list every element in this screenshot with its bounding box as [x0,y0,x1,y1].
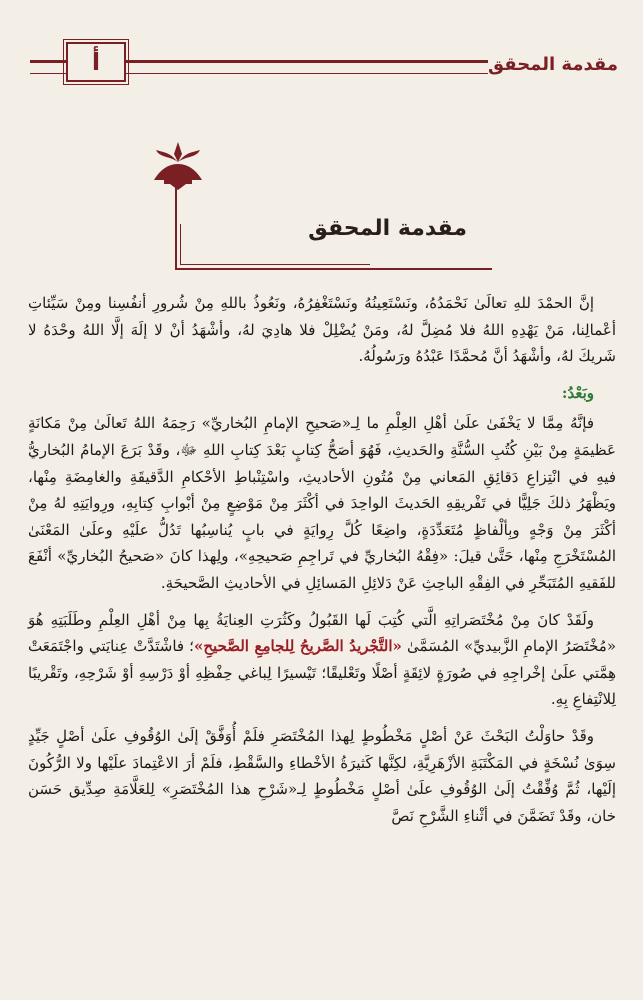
paragraph-opening: إنَّ الحمْدَ للهِ تعالَىٰ نَحْمَدُهُ، ونَسْتَعِينُهُ ونَسْتَغْفِرُهُ، ونَعُوذُ باللهِ مِنْ شُرورِ أنفُسِنا ومِنْ سَيِّئاتِ أعْمالِنا، مَنْ يَهْدِهِ اللهُ فلا مُضِلَّ لهُ، ومَنْ يُضْلِلْ فلا هادِيَ لهُ، وأشْهَدُ أنْ لا إلَهَ إلَّا اللهُ وحْدَهُ لا شَريكَ لهُ، وأشْهَدُ أنَّ مُحمَّدًا عَبْدُهُ ورَسُولُهُ. [28,294,616,366]
running-header-title: مقدمة المحقق [488,54,618,75]
paragraph-manuscripts: وقَدْ حاوَلْتُ البَحْثَ عَنْ أصْلٍ مَخْطُوطٍ لِهذا المُخْتَصَرِ فلَمْ أُوَفَّقْ إلَىٰ الوُقُوفِ علَىٰ أصْلٍ جَيِّدٍ سِوَىٰ نُسْخَةٍ في المَكْتَبَةِ الأزْهَرِيَّةِ، لكِنَّها كَثيرَةُ الأخْطاءِ والسَّقْطِ، فلَمْ أرَ الاعْتِمادَ علَيْها ولا الرُّكُونَ إلَيْها، ثُمَّ وُفِّقْتُ إلَىٰ الوُقُوفِ علَىٰ أصْلٍ مَخْطُوطٍ لِـ«شَرْحِ هذا المُخْتَصَرِ» لِلعَلَّامَةِ صِدِّيق حَسَن خان، وقَدْ تَضَمَّنَ في أثْناءِ الشَّرْحِ نَصَّ [28,726,616,825]
body-text [28,290,616,839]
paragraph-bukhari: فإنَّهُ مِمَّا لا يَخْفَىٰ علَىٰ أهْلِ العِلْمِ ما لِـ«صَحيحِ الإمامِ البُخاريِّ» رَحِمَهُ اللهُ تَعالَىٰ مِنْ مَكانَةٍ عَظيمَةٍ مِنْ بَيْنِ كُتُبِ السُّنَّةِ والحَديثِ، فَهُوَ أصَحُّ كِتابٍ بَعْدَ كِتابِ اللهِ ﷻ، وقَدْ بَرَعَ الإمامُ البُخاريُّ فيهِ في انْتِزاعِ دَقائِقِ المَعاني مِنْ مُتُونِ الأحاديثِ، واسْتِنْباطِ الأحْكامِ الدَّقيقَةِ والغامِضَةِ مِنْها، ويَظْهَرُ ذلكَ جَلِيًّا في تَفْريقِهِ الحَديثَ الواحِدَ في أكْثَرَ مِنْ مَوْضِعٍ مِنْ أبْوابِ كِتابِهِ، ورِوايَتِهِ لهُ مِنْ أكْثَرَ مِنْ وَجْهٍ وبِألْفاظٍ مُتَعَدِّدَةٍ، واضِعًا كُلَّ رِوايَةٍ في بابٍ يُناسِبُها تَدُلُّ علَيْهِ وعلَىٰ المَعْنَىٰ المُسْتَخْرَجِ مِنْها، حَتَّىٰ قيلَ: «فِقْهُ البُخاريِّ في تَراجِمِ صَحيحِهِ»، ولِهذا كانَ «صَحيحُ البُخاريِّ» أنْفَعَ للفَقيهِ المُتَبَحِّرِ في الفِقْهِ الباحِثِ عَنْ دَلائِلِ المَسائِلِ في الأحاديثِ الصَّحيحَةِ. [28,414,616,592]
paragraph-mukhtasar-text-1: ولَقَدْ كانَ مِنْ مُخْتَصَراتِهِ الَّتي كُتِبَ لَها القَبُولُ وكَثُرَتِ العِنايَةُ بِها مِنْ أهْلِ العِلْمِ وطَلَبَتِهِ هُوَ «مُخْتَصَرُ الإمامِ الزَّبيديِّ» المُسَمَّىٰ [28,610,616,656]
running-header [22,48,628,84]
paragraph-mukhtasar [28,607,616,713]
book-title-term: «التَّجْريدُ الصَّريحُ لِلجامِعِ الصَّحيحِ» [193,637,402,656]
subheading-wabad: وبَعْدُ: [561,383,594,402]
paragraph-mukhtasar-text-2: ؛ فاشْتَدَّتْ عِنايَتي واجْتَمَعَتْ هِمَّتي علَىٰ إخْراجِهِ في صُورَةٍ لائِقَةٍ أصْلًا وتَعْليقًا؛ تَيْسيرًا لِباغي حِفْظِهِ أوْ دَرْسِهِ أوْ شَرْحِهِ، وتَقْريبًا لِلانْتِفاعِ بِهِ. [28,637,616,709]
section-title-frame [175,188,492,270]
section-title: مقدمة المحقق [308,216,467,241]
fleuron-ornament-icon [148,140,208,190]
page-number: أ [91,48,101,76]
page-number-box [66,42,126,82]
